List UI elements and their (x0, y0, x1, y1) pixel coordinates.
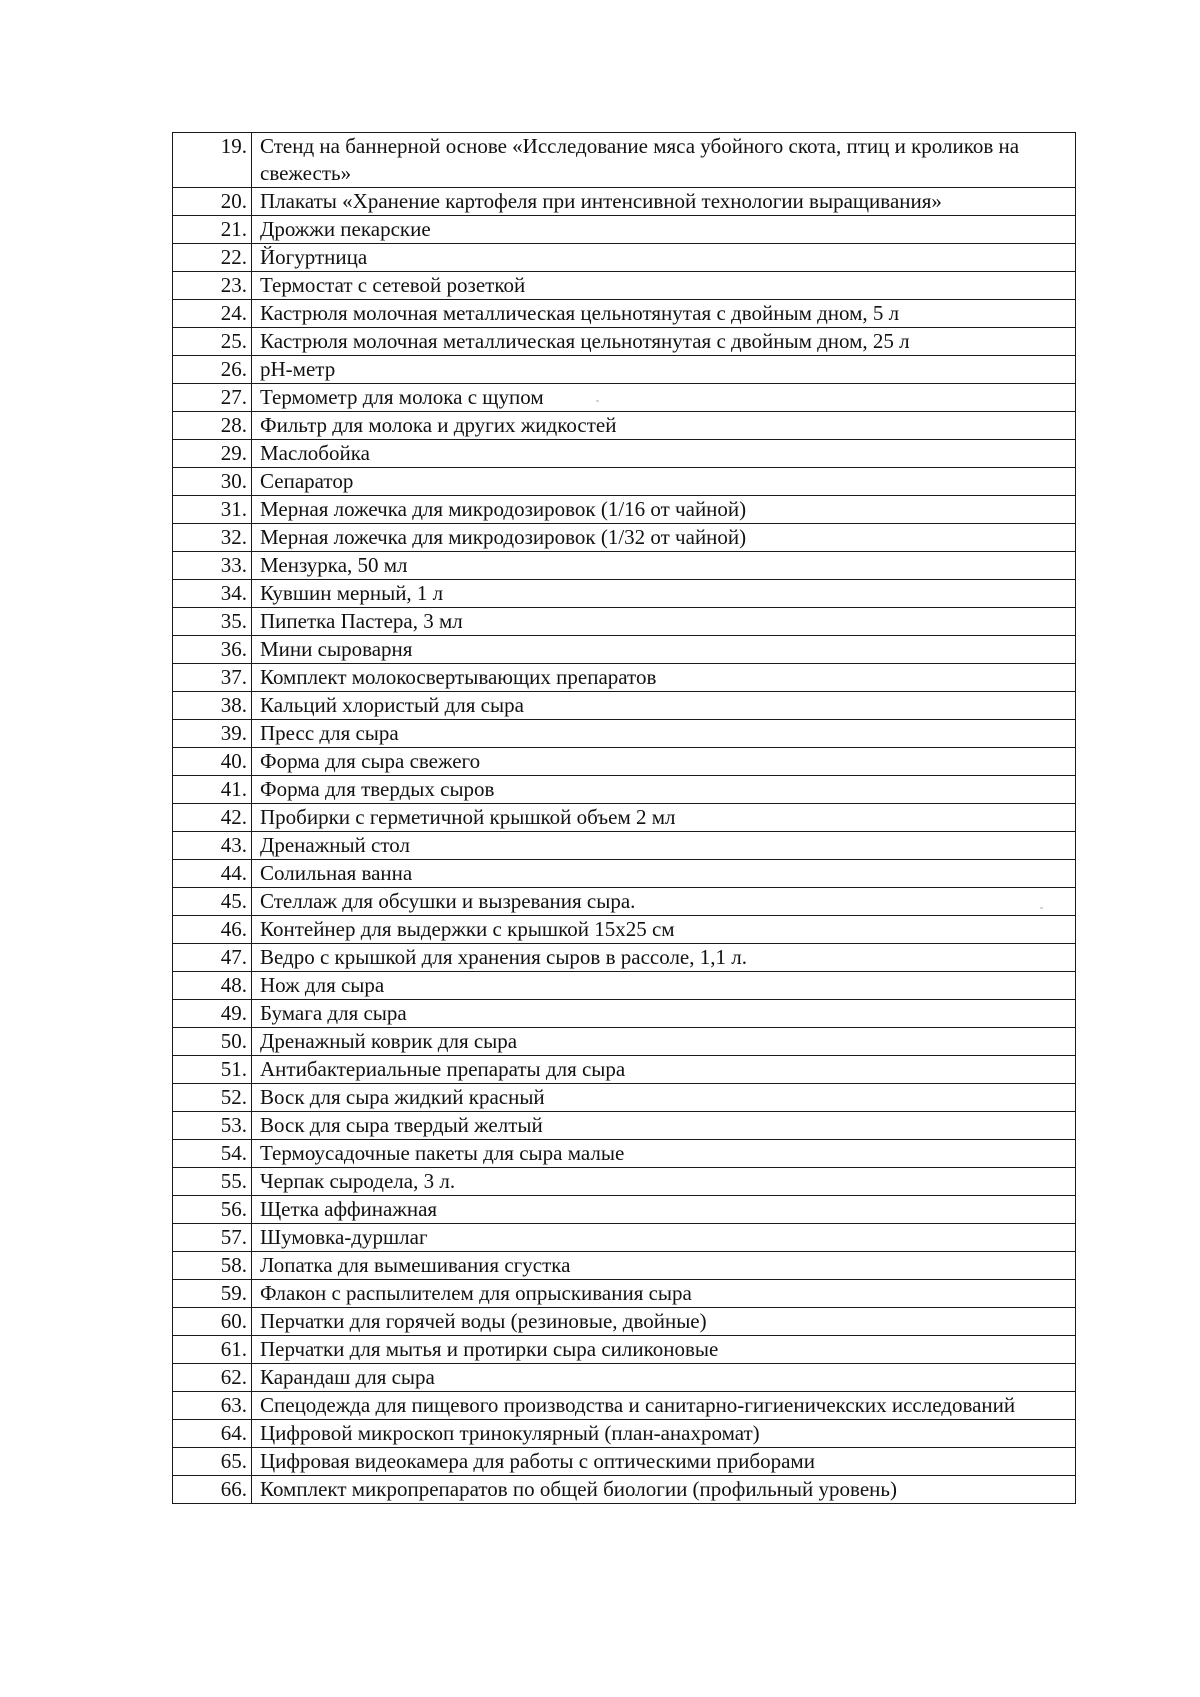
row-number: 63. (173, 1392, 252, 1420)
table-row (173, 1000, 1076, 1028)
item-name: Флакон с распылителем для опрыскивания сыра (252, 1280, 1076, 1308)
row-number: 33. (173, 552, 252, 580)
table-row (173, 188, 1076, 216)
item-name: Мерная ложечка для микродозировок (1/32 от чайной) (252, 524, 1076, 552)
item-name: Цифровой микроскоп тринокулярный (план-анахромат) (252, 1420, 1076, 1448)
item-name: Стенд на баннерной основе «Исследование мяса убойного скота, птиц и кроликов на свежесть» (252, 133, 1076, 188)
table-row (173, 1308, 1076, 1336)
row-number: 25. (173, 328, 252, 356)
table-row (173, 748, 1076, 776)
table-row (173, 1168, 1076, 1196)
row-number: 35. (173, 608, 252, 636)
item-name: Солильная ванна (252, 860, 1076, 888)
table-row (173, 328, 1076, 356)
item-name: Лопатка для вымешивания сгустка (252, 1252, 1076, 1280)
table-row (173, 1196, 1076, 1224)
table-row (173, 1280, 1076, 1308)
row-number: 58. (173, 1252, 252, 1280)
row-number: 36. (173, 636, 252, 664)
scan-speck (1040, 907, 1043, 909)
table-row (173, 1112, 1076, 1140)
item-name: Перчатки для горячей воды (резиновые, двойные) (252, 1308, 1076, 1336)
row-number: 62. (173, 1364, 252, 1392)
table-row (173, 1392, 1076, 1420)
table-row (173, 1028, 1076, 1056)
table-row (173, 356, 1076, 384)
item-name: Кастрюля молочная металлическая цельнотянутая с двойным дном, 5 л (252, 300, 1076, 328)
item-name: pH-метр (252, 356, 1076, 384)
table-row (173, 1140, 1076, 1168)
equipment-table-body (173, 133, 1076, 1504)
equipment-table (172, 132, 1076, 1504)
scan-speck (596, 400, 599, 402)
row-number: 61. (173, 1336, 252, 1364)
item-name: Дрожжи пекарские (252, 216, 1076, 244)
row-number: 23. (173, 272, 252, 300)
item-name: Спецодежда для пищевого производства и санитарно-гигиеничекских исследований (252, 1392, 1076, 1420)
row-number: 28. (173, 412, 252, 440)
row-number: 56. (173, 1196, 252, 1224)
table-row (173, 692, 1076, 720)
row-number: 21. (173, 216, 252, 244)
table-row (173, 1448, 1076, 1476)
row-number: 19. (173, 133, 252, 188)
row-number: 44. (173, 860, 252, 888)
item-name: Бумага для сыра (252, 1000, 1076, 1028)
item-name: Мерная ложечка для микродозировок (1/16 от чайной) (252, 496, 1076, 524)
table-row (173, 776, 1076, 804)
table-row (173, 496, 1076, 524)
row-number: 26. (173, 356, 252, 384)
row-number: 52. (173, 1084, 252, 1112)
item-name: Термостат с сетевой розеткой (252, 272, 1076, 300)
item-name: Стеллаж для обсушки и вызревания сыра. (252, 888, 1076, 916)
row-number: 48. (173, 972, 252, 1000)
row-number: 24. (173, 300, 252, 328)
row-number: 49. (173, 1000, 252, 1028)
table-row (173, 412, 1076, 440)
table-row (173, 608, 1076, 636)
table-row (173, 1420, 1076, 1448)
table-row (173, 216, 1076, 244)
item-name: Термоусадочные пакеты для сыра малые (252, 1140, 1076, 1168)
table-row (173, 1084, 1076, 1112)
item-name: Термометр для молока с щупом (252, 384, 1076, 412)
table-row (173, 860, 1076, 888)
table-row (173, 384, 1076, 412)
row-number: 55. (173, 1168, 252, 1196)
table-row (173, 916, 1076, 944)
row-number: 41. (173, 776, 252, 804)
row-number: 45. (173, 888, 252, 916)
row-number: 32. (173, 524, 252, 552)
table-row (173, 580, 1076, 608)
row-number: 64. (173, 1420, 252, 1448)
item-name: Контейнер для выдержки с крышкой 15х25 см (252, 916, 1076, 944)
item-name: Кастрюля молочная металлическая цельнотянутая с двойным дном, 25 л (252, 328, 1076, 356)
item-name: Плакаты «Хранение картофеля при интенсивной технологии выращивания» (252, 188, 1076, 216)
row-number: 20. (173, 188, 252, 216)
item-name: Пробирки с герметичной крышкой объем 2 мл (252, 804, 1076, 832)
row-number: 53. (173, 1112, 252, 1140)
row-number: 50. (173, 1028, 252, 1056)
table-row (173, 552, 1076, 580)
table-row (173, 1336, 1076, 1364)
item-name: Дренажный коврик для сыра (252, 1028, 1076, 1056)
table-row (173, 468, 1076, 496)
table-row (173, 804, 1076, 832)
item-name: Комплект молокосвертывающих препаратов (252, 664, 1076, 692)
row-number: 59. (173, 1280, 252, 1308)
row-number: 38. (173, 692, 252, 720)
row-number: 66. (173, 1476, 252, 1504)
row-number: 40. (173, 748, 252, 776)
item-name: Фильтр для молока и других жидкостей (252, 412, 1076, 440)
item-name: Мензурка, 50 мл (252, 552, 1076, 580)
row-number: 42. (173, 804, 252, 832)
table-row (173, 636, 1076, 664)
item-name: Пипетка Пастера, 3 мл (252, 608, 1076, 636)
table-row (173, 664, 1076, 692)
row-number: 60. (173, 1308, 252, 1336)
row-number: 27. (173, 384, 252, 412)
item-name: Пресс для сыра (252, 720, 1076, 748)
table-row (173, 1476, 1076, 1504)
row-number: 30. (173, 468, 252, 496)
table-row (173, 524, 1076, 552)
row-number: 57. (173, 1224, 252, 1252)
table-row (173, 1252, 1076, 1280)
table-row (173, 300, 1076, 328)
item-name: Йогуртница (252, 244, 1076, 272)
item-name: Форма для сыра свежего (252, 748, 1076, 776)
row-number: 22. (173, 244, 252, 272)
item-name: Ведро с крышкой для хранения сыров в рассоле, 1,1 л. (252, 944, 1076, 972)
table-row (173, 1224, 1076, 1252)
row-number: 51. (173, 1056, 252, 1084)
table-row (173, 1056, 1076, 1084)
table-row (173, 244, 1076, 272)
item-name: Сепаратор (252, 468, 1076, 496)
item-name: Цифровая видеокамера для работы с оптическими приборами (252, 1448, 1076, 1476)
table-row (173, 720, 1076, 748)
row-number: 37. (173, 664, 252, 692)
item-name: Кальций хлористый для сыра (252, 692, 1076, 720)
row-number: 54. (173, 1140, 252, 1168)
row-number: 31. (173, 496, 252, 524)
row-number: 29. (173, 440, 252, 468)
table-row (173, 944, 1076, 972)
item-name: Комплект микропрепаратов по общей биологии (профильный уровень) (252, 1476, 1076, 1504)
table-row (173, 888, 1076, 916)
item-name: Перчатки для мытья и протирки сыра силиконовые (252, 1336, 1076, 1364)
table-row (173, 440, 1076, 468)
row-number: 34. (173, 580, 252, 608)
item-name: Карандаш для сыра (252, 1364, 1076, 1392)
row-number: 39. (173, 720, 252, 748)
table-row (173, 832, 1076, 860)
table-row (173, 133, 1076, 188)
item-name: Форма для твердых сыров (252, 776, 1076, 804)
item-name: Воск для сыра твердый желтый (252, 1112, 1076, 1140)
item-name: Воск для сыра жидкий красный (252, 1084, 1076, 1112)
item-name: Маслобойка (252, 440, 1076, 468)
row-number: 43. (173, 832, 252, 860)
item-name: Кувшин мерный, 1 л (252, 580, 1076, 608)
table-row (173, 1364, 1076, 1392)
item-name: Шумовка-дуршлаг (252, 1224, 1076, 1252)
item-name: Черпак сыродела, 3 л. (252, 1168, 1076, 1196)
item-name: Антибактериальные препараты для сыра (252, 1056, 1076, 1084)
table-row (173, 272, 1076, 300)
item-name: Мини сыроварня (252, 636, 1076, 664)
item-name: Дренажный стол (252, 832, 1076, 860)
row-number: 47. (173, 944, 252, 972)
row-number: 65. (173, 1448, 252, 1476)
item-name: Щетка аффинажная (252, 1196, 1076, 1224)
table-row (173, 972, 1076, 1000)
item-name: Нож для сыра (252, 972, 1076, 1000)
row-number: 46. (173, 916, 252, 944)
